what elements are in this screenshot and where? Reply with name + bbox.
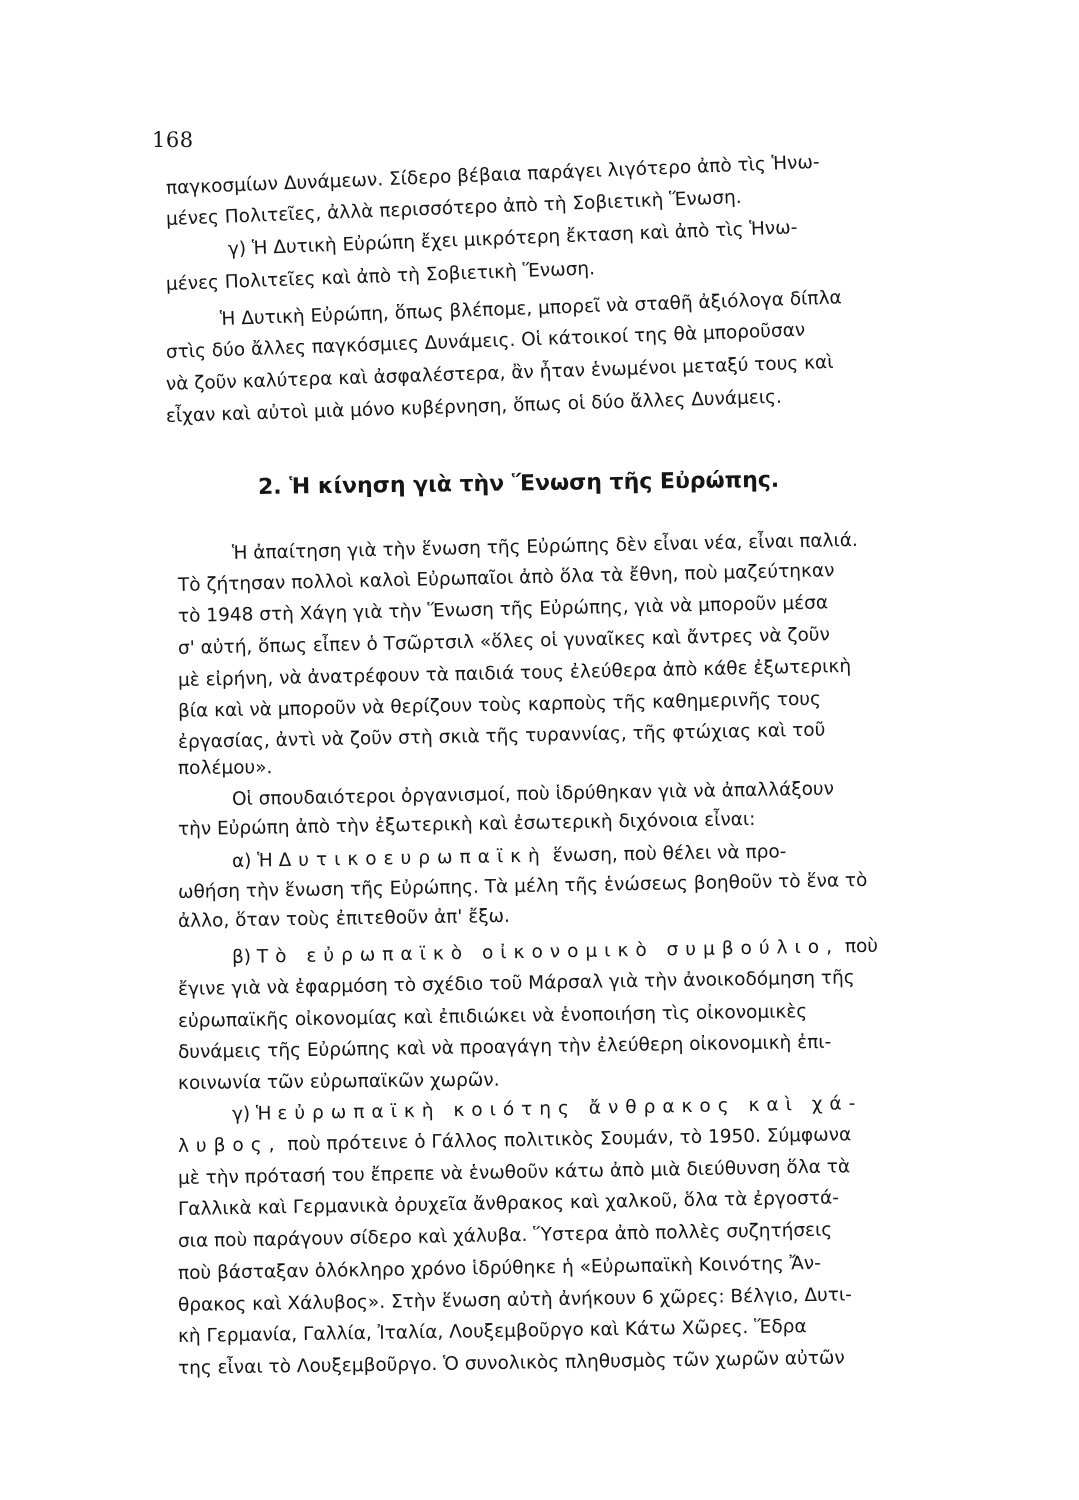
text-line: κὴ Γερμανία, Γαλλία, Ἰταλία, Λουξεμβοῦργο καὶ Κάτω Χῶρες. Ἕδρα: [177, 1316, 807, 1347]
item-a-rest: ἕνωση, ποὺ θέλει νὰ προ-: [552, 841, 787, 867]
item-c-title-end: λυβος,: [177, 1134, 282, 1157]
item-a-line: [232, 840, 787, 874]
text-line: Γαλλικὰ καὶ Γερμανικὰ ὀρυχεῖα ἄνθρακος καὶ χαλκοῦ, ὅλα τὰ ἐργοστά-: [177, 1187, 840, 1220]
item-c-marker: γ) Ἡ: [231, 1103, 272, 1125]
item-b-rest: ποὺ: [844, 935, 879, 958]
text-line: σια ποὺ παράγουν σίδερο καὶ χάλυβα. Ὕστερα ἀπὸ πολλὲς συζητήσεις: [177, 1219, 833, 1252]
text-line: νὰ ζοῦν καλύτερα καὶ ἀσφαλέστερα, ἂν ἦταν ἑνωμένοι μεταξύ τους καὶ: [165, 351, 834, 395]
item-b-title: Τὸ εὐρωπαϊκὸ οἰκονομικὸ συμβούλιο,: [256, 936, 840, 968]
text-line: μὲ τὴν πρότασή του ἔπρεπε νὰ ἑνωθοῦν κάτω ἀπὸ μιὰ διεύθυνση ὅλα τὰ: [177, 1156, 851, 1189]
text-line: ἔγινε γιὰ νὰ ἐφαρμόση τὸ σχέδιο τοῦ Μάρσαλ γιὰ τὴν ἀνοικοδόμηση τῆς: [177, 967, 855, 1000]
text-line: μὲ εἰρήνη, νὰ ἀνατρέφουν τὰ παιδιά τους ἐλεύθερα ἀπὸ κάθε ἐξωτερικὴ: [177, 655, 852, 691]
text-line: Τὸ ζήτησαν πολλοὶ καλοὶ Εὐρωπαῖοι ἀπὸ ὅλα τὰ ἔθνη, ποὺ μαζεύτηκαν: [177, 560, 835, 596]
text-line: Οἱ σπουδαιότεροι ὀργανισμοί, ποὺ ἱδρύθηκαν γιὰ νὰ ἀπαλλάξουν: [231, 778, 835, 810]
text-line: σ' αὐτή, ὅπως εἶπεν ὁ Τσῶρτσιλ «ὅλες οἱ γυναῖκες καὶ ἄντρες νὰ ζοῦν: [177, 624, 831, 659]
text-line: Ἡ ἀπαίτηση γιὰ τὴν ἕνωση τῆς Εὐρώπης δὲν εἶναι νέα, εἶναι παλιά.: [231, 529, 859, 564]
page-number: 168: [152, 128, 194, 152]
text-line: παγκοσμίων Δυνάμεων. Σίδερο βέβαια παράγει λιγότερο ἀπὸ τὶς Ἡνω-: [165, 151, 820, 199]
text-line: εἶχαν καὶ αὐτοὶ μιὰ μόνο κυβέρνηση, ὅπως οἱ δύο ἄλλες Δυνάμεις.: [165, 386, 783, 427]
text-line: εὐρωπαϊκῆς οἰκονομίας καὶ ἐπιδιώκει νὰ ἑνοποιήση τὶς οἰκονομικὲς: [177, 1001, 808, 1032]
text-line: ποὺ βάσταξαν ὁλόκληρο χρόνο ἱδρύθηκε ἡ «Εὐρωπαϊκὴ Κοινότης Ἄν-: [177, 1252, 821, 1284]
text-line: πολέμου».: [177, 757, 273, 779]
item-c-line: [232, 1092, 863, 1127]
text-line: μένες Πολιτεῖες καὶ ἀπὸ τὴ Σοβιετικὴ Ἕνωση.: [165, 258, 596, 295]
text-line: τὴν Εὐρώπη ἀπὸ τὴν ἐξωτερικὴ καὶ ἐσωτερικὴ διχόνοια εἶναι:: [177, 808, 756, 840]
text-line: ωθήση τὴν ἕνωση τῆς Εὐρώπης. Τὰ μέλη τῆς ἑνώσεως βοηθοῦν τὸ ἕνα τὸ: [177, 869, 868, 903]
item-b-marker: β): [231, 946, 252, 968]
text-line: γ) Ἡ Δυτικὴ Εὐρώπη ἔχει μικρότερη ἔκταση καὶ ἀπὸ τὶς Ἡνω-: [227, 217, 798, 260]
item-c-line-2: [178, 1123, 852, 1159]
item-a-title: Δυτικοευρωπαϊκὴ: [278, 845, 547, 872]
text-line: ἐργασίας, ἀντὶ νὰ ζοῦν στὴ σκιὰ τῆς τυραννίας, τῆς φτώχιας καὶ τοῦ: [177, 719, 826, 753]
item-a-marker: α) Ἡ: [231, 850, 273, 872]
text-line: θρακος καὶ Χάλυβος». Στὴν ἕνωση αὐτὴ ἀνήκουν 6 χῶρες: Βέλγιο, Δυτι-: [177, 1284, 852, 1316]
text-line: τὸ 1948 στὴ Χάγη γιὰ τὴν Ἕνωση τῆς Εὐρώπης, γιὰ νὰ μποροῦν μέσα: [177, 592, 829, 627]
text-line: στὶς δύο ἄλλες παγκόσμιες Δυνάμεις. Οἱ κάτοικοί της θὰ μποροῦσαν: [165, 319, 806, 363]
text-line: κοινωνία τῶν εὐρωπαϊκῶν χωρῶν.: [177, 1069, 500, 1094]
section-heading: 2. Ἡ κίνηση γιὰ τὴν Ἕνωση τῆς Εὐρώπης.: [257, 467, 780, 500]
text-line: ἀλλο, ὅταν τοὺς ἐπιτεθοῦν ἀπ' ἔξω.: [177, 905, 511, 932]
text-line: βία καὶ νὰ μποροῦν νὰ θερίζουν τοὺς καρποὺς τῆς καθημερινῆς τους: [177, 688, 822, 722]
text-line: της εἶναι τὸ Λουξεμβοῦργο. Ὁ συνολικὸς πληθυσμὸς τῶν χωρῶν αὐτῶν: [177, 1347, 845, 1379]
item-b-line: [232, 935, 878, 970]
item-c-rest: ποὺ πρότεινε ὁ Γάλλος πολιτικὸς Σουμάν, τὸ 1950. Σύμφωνα: [287, 1124, 852, 1156]
text-line: μένες Πολιτεῖες, ἀλλὰ περισσότερο ἀπὸ τὴ Σοβιετικὴ Ἕνωση.: [165, 186, 742, 230]
item-c-title: εὐρωπαϊκὴ κοιότης ἄνθρακος καὶ χά-: [277, 1092, 863, 1125]
text-line: Ἡ Δυτικὴ Εὐρώπη, ὅπως βλέπομε, μπορεῖ νὰ σταθῆ ἀξιόλογα δίπλα: [219, 287, 843, 330]
text-line: δυνάμεις τῆς Εὐρώπης καὶ νὰ προαγάγη τὴν ἐλεύθερη οἰκονομικὴ ἐπι-: [177, 1031, 832, 1063]
